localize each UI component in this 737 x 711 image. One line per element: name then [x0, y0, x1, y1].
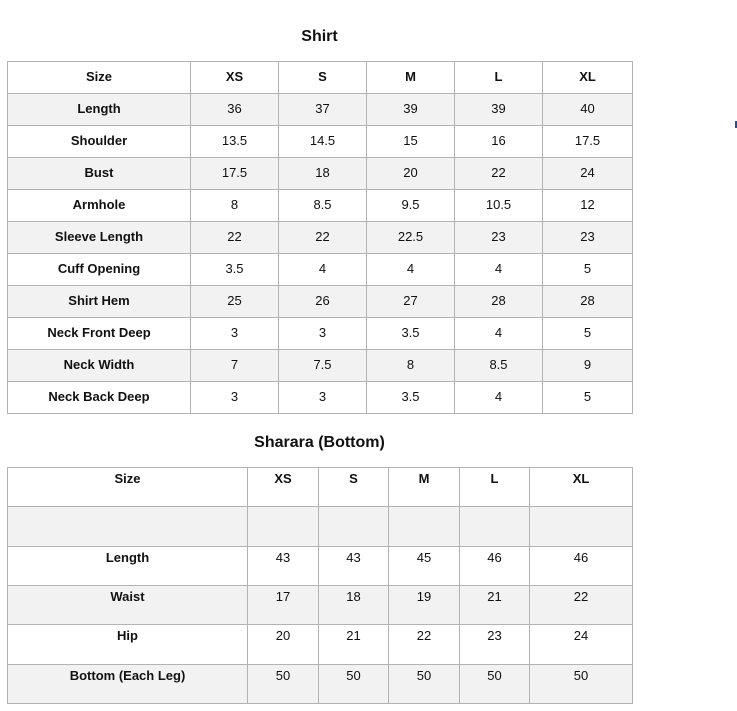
measurement-value: 9.5: [367, 190, 455, 222]
size-m-header-cell: M: [367, 62, 455, 94]
size-xl-header-cell: XL: [530, 468, 633, 507]
measurement-value: [460, 507, 530, 547]
table-row: [8, 254, 633, 286]
measurement-value: 4: [455, 254, 543, 286]
measurement-value: 46: [530, 547, 633, 586]
measurement-value: 22: [389, 625, 460, 665]
measurement-value: 19: [389, 586, 460, 625]
measurement-value: 17.5: [191, 158, 279, 190]
measurement-value: 5: [543, 382, 633, 414]
sharara-header-row: [8, 468, 633, 507]
measurement-value: 4: [367, 254, 455, 286]
size-header-cell: Size: [8, 468, 248, 507]
measurement-value: 50: [460, 665, 530, 704]
measurement-label: Sleeve Length: [8, 222, 191, 254]
measurement-value: 22: [530, 586, 633, 625]
table-row: [8, 350, 633, 382]
measurement-value: 36: [191, 94, 279, 126]
measurement-value: 18: [319, 586, 389, 625]
measurement-value: 43: [248, 547, 319, 586]
table-row: [8, 586, 633, 625]
measurement-value: 3: [279, 382, 367, 414]
shirt-table-body: [8, 62, 633, 414]
measurement-value: 24: [543, 158, 633, 190]
measurement-value: 27: [367, 286, 455, 318]
measurement-label: Bust: [8, 158, 191, 190]
measurement-value: [319, 507, 389, 547]
measurement-label: Cuff Opening: [8, 254, 191, 286]
measurement-label: Waist: [8, 586, 248, 625]
measurement-value: 23: [460, 625, 530, 665]
size-xl-header-cell: XL: [543, 62, 633, 94]
measurement-value: 17: [248, 586, 319, 625]
measurement-value: 22.5: [367, 222, 455, 254]
measurement-value: 8: [367, 350, 455, 382]
size-s-header-cell: S: [319, 468, 389, 507]
measurement-value: 23: [543, 222, 633, 254]
measurement-value: 3: [191, 382, 279, 414]
measurement-value: 18: [279, 158, 367, 190]
measurement-value: 12: [543, 190, 633, 222]
measurement-value: 3.5: [367, 382, 455, 414]
measurement-value: 9: [543, 350, 633, 382]
measurement-value: 8.5: [279, 190, 367, 222]
measurement-value: 4: [455, 318, 543, 350]
measurement-value: 5: [543, 318, 633, 350]
measurement-value: 25: [191, 286, 279, 318]
table-row: [8, 382, 633, 414]
measurement-value: 50: [530, 665, 633, 704]
sharara-table-body: [8, 468, 633, 704]
measurement-value: 28: [455, 286, 543, 318]
measurement-value: 22: [455, 158, 543, 190]
size-l-header-cell: L: [460, 468, 530, 507]
measurement-value: 17.5: [543, 126, 633, 158]
measurement-value: 7.5: [279, 350, 367, 382]
measurement-value: 5: [543, 254, 633, 286]
measurement-value: 39: [455, 94, 543, 126]
measurement-label: Neck Width: [8, 350, 191, 382]
measurement-value: 50: [248, 665, 319, 704]
measurement-value: 16: [455, 126, 543, 158]
size-xs-header-cell: XS: [191, 62, 279, 94]
table-row: [8, 625, 633, 665]
size-m-header-cell: M: [389, 468, 460, 507]
measurement-label: Neck Front Deep: [8, 318, 191, 350]
measurement-value: [389, 507, 460, 547]
table-row: [8, 318, 633, 350]
measurement-label: [8, 507, 248, 547]
table-row: [8, 94, 633, 126]
measurement-value: 21: [460, 586, 530, 625]
measurement-value: 37: [279, 94, 367, 126]
measurement-label: Length: [8, 547, 248, 586]
sharara-title: Sharara (Bottom): [254, 434, 385, 451]
size-s-header-cell: S: [279, 62, 367, 94]
measurement-value: 43: [319, 547, 389, 586]
measurement-value: 22: [279, 222, 367, 254]
shirt-size-table: [7, 61, 633, 414]
measurement-label: Hip: [8, 625, 248, 665]
measurement-value: 40: [543, 94, 633, 126]
table-row: [8, 507, 633, 547]
sharara-size-table: [7, 467, 633, 704]
shirt-title: Shirt: [301, 28, 338, 45]
measurement-value: 8: [191, 190, 279, 222]
table-row: [8, 547, 633, 586]
measurement-value: 8.5: [455, 350, 543, 382]
measurement-value: 23: [455, 222, 543, 254]
measurement-label: Armhole: [8, 190, 191, 222]
measurement-value: 4: [455, 382, 543, 414]
measurement-label: Neck Back Deep: [8, 382, 191, 414]
measurement-value: 20: [367, 158, 455, 190]
measurement-value: 14.5: [279, 126, 367, 158]
measurement-value: 45: [389, 547, 460, 586]
measurement-value: 3: [279, 318, 367, 350]
measurement-value: 28: [543, 286, 633, 318]
measurement-value: 21: [319, 625, 389, 665]
size-xs-header-cell: XS: [248, 468, 319, 507]
measurement-value: 26: [279, 286, 367, 318]
measurement-value: 13.5: [191, 126, 279, 158]
table-row: [8, 158, 633, 190]
measurement-value: 3: [191, 318, 279, 350]
measurement-label: Shirt Hem: [8, 286, 191, 318]
measurement-value: 46: [460, 547, 530, 586]
measurement-value: [248, 507, 319, 547]
measurement-value: 39: [367, 94, 455, 126]
measurement-value: 10.5: [455, 190, 543, 222]
measurement-value: [530, 507, 633, 547]
measurement-value: 50: [319, 665, 389, 704]
measurement-label: Length: [8, 94, 191, 126]
table-row: [8, 190, 633, 222]
table-row: [8, 222, 633, 254]
measurement-value: 15: [367, 126, 455, 158]
measurement-value: 20: [248, 625, 319, 665]
measurement-value: 3.5: [191, 254, 279, 286]
shirt-header-row: [8, 62, 633, 94]
measurement-label: Bottom (Each Leg): [8, 665, 248, 704]
measurement-value: 50: [389, 665, 460, 704]
measurement-value: 7: [191, 350, 279, 382]
measurement-label: Shoulder: [8, 126, 191, 158]
measurement-value: 3.5: [367, 318, 455, 350]
measurement-value: 4: [279, 254, 367, 286]
measurement-value: 24: [530, 625, 633, 665]
size-l-header-cell: L: [455, 62, 543, 94]
measurement-value: 22: [191, 222, 279, 254]
table-row: [8, 286, 633, 318]
table-row: [8, 126, 633, 158]
table-row: [8, 665, 633, 704]
size-header-cell: Size: [8, 62, 191, 94]
